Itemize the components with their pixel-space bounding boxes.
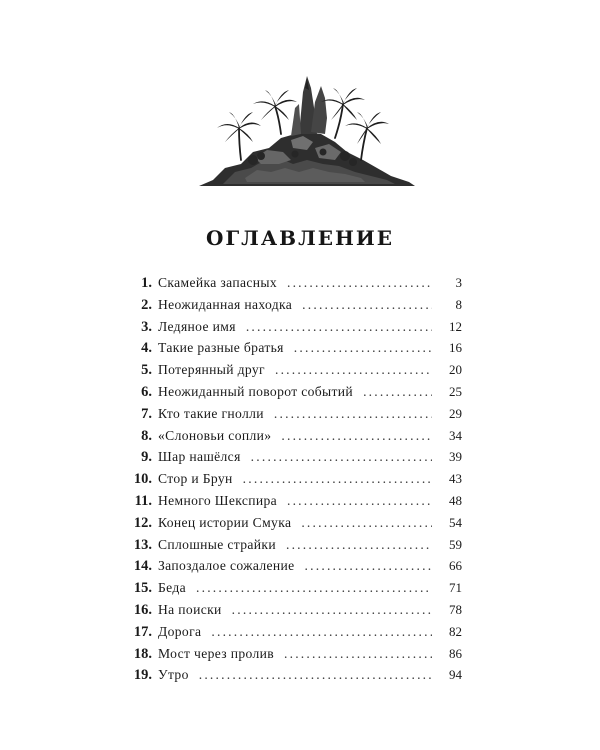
toc-entry[interactable] (120, 316, 462, 338)
dot-leader (284, 643, 432, 665)
chapter-title: Скамейка запасных (158, 275, 277, 290)
toc-entry[interactable] (120, 621, 462, 643)
chapter-title: Стор и Брун (158, 471, 233, 487)
dot-leader (211, 621, 432, 643)
page-number: 8 (455, 296, 462, 312)
page-title: ОГЛАВЛЕНИЕ (205, 226, 395, 250)
page-number: 25 (449, 383, 462, 399)
dot-leader (251, 446, 432, 468)
chapter-title: Дорога (158, 623, 202, 639)
chapter-number: 10. (133, 471, 152, 488)
chapter-number: 15. (133, 580, 152, 597)
dot-leader (196, 577, 432, 599)
chapter-title: Утро (158, 667, 189, 683)
toc-entry[interactable] (120, 381, 462, 403)
chapter-title: Неожиданная находка (158, 296, 293, 312)
chapter-number: 19. (133, 667, 152, 684)
chapter-number: 8. (141, 427, 152, 444)
dot-leader (301, 512, 432, 534)
chapter-number: 17. (133, 623, 152, 640)
dot-leader (287, 272, 432, 294)
page-number: 39 (449, 449, 462, 465)
page-number: 48 (449, 492, 462, 508)
chapter-title: На поиски (158, 601, 222, 617)
chapter-number: 12. (133, 514, 152, 531)
dot-leader (232, 599, 432, 621)
chapter-number: 6. (141, 383, 152, 400)
dot-leader (274, 403, 432, 425)
toc-entry[interactable] (120, 403, 462, 425)
chapter-number: 7. (141, 405, 152, 422)
toc-entry[interactable] (120, 490, 462, 512)
page-number: 29 (449, 405, 462, 421)
dot-leader (287, 490, 432, 512)
chapter-number: 4. (141, 340, 152, 357)
page-number: 66 (449, 558, 462, 574)
chapter-number: 13. (133, 536, 152, 553)
dot-leader (294, 337, 432, 359)
dot-leader (305, 555, 432, 577)
page-number: 34 (449, 427, 462, 443)
toc-entry[interactable] (120, 664, 462, 686)
page-number: 54 (449, 514, 462, 530)
chapter-title: Запоздалое сожаление (158, 558, 295, 574)
dot-leader (246, 316, 432, 338)
dot-leader (302, 294, 432, 316)
toc-entry[interactable] (120, 555, 462, 577)
chapter-title: Ледяное имя (158, 318, 236, 334)
dot-leader (363, 381, 432, 403)
chapter-title: Потерянный друг (158, 362, 265, 378)
toc-entry[interactable] (120, 425, 462, 447)
chapter-number: 2. (141, 296, 152, 313)
chapter-title: Конец истории Смука (158, 514, 292, 530)
island-icon (195, 68, 417, 190)
dot-leader (286, 534, 432, 556)
page-number: 16 (449, 340, 462, 356)
toc-entry[interactable] (120, 468, 462, 490)
chapter-title: Беда (158, 580, 187, 596)
page-number: 43 (449, 471, 462, 487)
chapter-number: 3. (141, 318, 152, 335)
chapter-title: Такие разные братья (158, 340, 284, 356)
chapter-number: 18. (133, 645, 152, 662)
chapter-title: «Слоновьи сопли» (158, 427, 272, 443)
toc-entry[interactable] (120, 272, 462, 294)
chapter-title: Неожиданный поворот событий (158, 383, 354, 399)
chapter-number: 11. (134, 492, 152, 509)
chapter-number: 16. (133, 601, 152, 618)
toc-entry[interactable] (120, 337, 462, 359)
page-number: 20 (449, 362, 462, 378)
chapter-title: Сплошные страйки (158, 536, 276, 552)
chapter-number: 5. (141, 362, 152, 379)
toc-entry[interactable] (120, 534, 462, 556)
chapter-title: Шар нашёлся (158, 449, 241, 465)
page-number: 82 (449, 623, 462, 639)
chapter-number: 14. (133, 558, 152, 575)
dot-leader (281, 425, 432, 447)
dot-leader (243, 468, 432, 490)
toc-entry[interactable] (120, 643, 462, 665)
toc-entry[interactable] (120, 512, 462, 534)
page-number: 71 (449, 580, 462, 596)
toc-entry[interactable] (120, 446, 462, 468)
dot-leader (199, 664, 432, 686)
toc-entry[interactable] (120, 577, 462, 599)
toc-entry[interactable] (120, 294, 462, 316)
page-number: 86 (449, 645, 462, 661)
chapter-title: Немного Шекспира (158, 492, 277, 508)
page-number: 3 (455, 275, 462, 290)
page-number: 94 (449, 667, 462, 683)
chapter-title: Мост через пролив (158, 645, 275, 661)
dot-leader (275, 359, 432, 381)
chapter-number: 9. (141, 449, 152, 466)
toc-entry[interactable] (120, 599, 462, 621)
page-number: 59 (449, 536, 462, 552)
page-number: 78 (449, 601, 462, 617)
toc-list (120, 272, 462, 686)
chapter-number: 1. (141, 275, 152, 291)
page-number: 12 (449, 318, 462, 334)
toc-entry[interactable] (120, 359, 462, 381)
chapter-title: Кто такие гнолли (158, 405, 264, 421)
